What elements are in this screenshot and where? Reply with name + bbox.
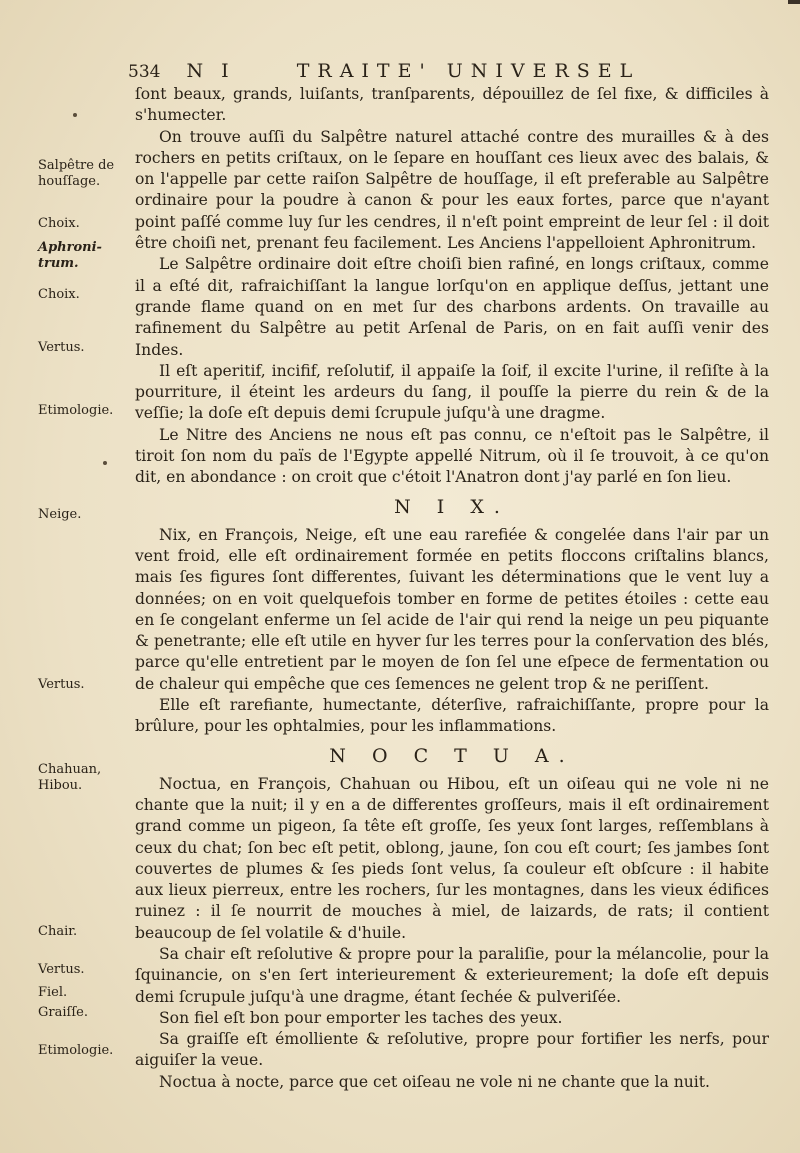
running-header — [128, 60, 668, 82]
margin-note: Chair. — [38, 924, 78, 939]
margin-note: Vertus. — [38, 677, 85, 692]
printer-mark — [73, 113, 77, 117]
paragraph: Nix, en François, Neige, eſt une eau rarefiée & congelée dans l'air par un vent froid, elle eſt ordinairement formée en petits floccons criſtalins blancs, mais ſes figures ſont differentes, ſuivant les déterminations que le vent luy a données; on en voit quelquefois tomber en forme de petites étoiles : cette eau en ſe congelant enferme un ſel acide de l'air qui rend la neige un peu piquante & penetrante; elle eſt utile en hyver ſur les terres pour la conſervation des blés, parce qu'elle entretient par le moyen de ſon ſel une eſpece de fermentation ou de chaleur qui empêche que ces ſemences ne gelent trop & ne periſſent. — [135, 525, 769, 693]
margin-note: Salpêtre de houſſage. — [38, 158, 115, 189]
margin-note: Etimologie. — [38, 403, 114, 418]
header-title: TRAITE' UNIVERSEL — [296, 60, 641, 82]
printer-mark — [103, 461, 107, 465]
paragraph: Noctua, en François, Chahuan ou Hibou, eſt un oiſeau qui ne vole ni ne chante que la nuit; il y en a de differentes groſſeurs, mais il eſt ordinairement grand comme un pigeon, ſa tête eſt groſſe, ſes yeux ſont larges, reſſemblans à ceux du chat; ſon bec eſt petit, oblong, jaune, ſon cou eſt court; ſes jambes ſont couvertes de plumes & ſes pieds ſont velus, ſa couleur eſt obſcure : il habite aux lieux pierreux, entre les rochers, ſur les montagnes, dans les vieux édifices ruinez : il ſe nourrit de mouches à miel, de laizards, de rats; il contient beaucoup de ſel volatile & d'huile. — [135, 774, 769, 942]
margin-note: Fiel. — [38, 985, 68, 1000]
margin-note: Neige. — [38, 507, 82, 522]
margin-note: Vertus. — [38, 340, 85, 355]
margin-note-text: Aphroni-trum. — [38, 240, 102, 271]
margin-note-italic — [38, 240, 130, 272]
margin-note: Etimologie. — [38, 1043, 114, 1058]
margin-note: Choix. — [38, 216, 80, 231]
paragraph: Elle eſt rarefiante, humectante, déterſive, rafraichiſſante, propre pour la brûlure, pour les ophtalmies, pour les inflammations. — [135, 696, 769, 736]
main-text — [135, 84, 769, 1093]
margin-note: Chahuan, Hibou. — [38, 762, 102, 793]
paragraph: Le Salpêtre ordinaire doit eſtre choiſi bien rafiné, en longs criſtaux, comme il a eſté dit, rafraichiſſant la langue lorſqu'on en applique deſſus, jettant une grande flame quand on en met ſur des charbons ardents. On travaille au rafinement du Salpêtre au petit Arſenal de Paris, on en fait auſſi venir des Indes. — [135, 255, 769, 359]
corner-mark — [788, 0, 800, 4]
paragraph: Le Nitre des Anciens ne nous eſt pas connu, ce n'eſtoit pas le Salpêtre, il tiroit ſon nom du païs de l'Egypte appellé Nitrum, où il ſe trouvoit, à ce qu'on dit, en abondance : on croit que c'étoit l'Anatron dont j'ay parlé en ſon lieu. — [135, 425, 769, 487]
section-heading-nix: N I X. — [394, 495, 510, 518]
paragraph: Sa graiſſe eſt émolliente & reſolutive, propre pour fortifier les nerfs, pour aiguiſer la veue. — [135, 1030, 769, 1070]
paragraph: Sa chair eſt reſolutive & propre pour la paraliſie, pour la mélancolie, pour la ſquinancie, on s'en ſert interieurement & exterieurement; la doſe eſt depuis demi ſcrupule juſqu'à une dragme, étant ſechée & pulveriſée. — [135, 944, 769, 1006]
page-number: 534 — [128, 62, 161, 82]
paragraph: Son fiel eſt bon pour emporter les taches des yeux. — [159, 1008, 563, 1027]
paragraph: Noctua à nocte, parce que cet oiſeau ne vole ni ne chante que la nuit. — [159, 1072, 711, 1091]
margin-note: Graiſſe. — [38, 1005, 88, 1020]
margin-note: Choix. — [38, 287, 80, 302]
paragraph: Il eſt aperitif, incifif, reſolutif, il appaiſe la ſoif, il excite l'urine, il reſiſte à la pourriture, il éteint les ardeurs du ſang, il pouſſe la pierre du rein & de la veſſie; la doſe eſt depuis demi ſcrupule juſqu'à une dragme. — [135, 361, 769, 423]
section-heading-noctua: N O C T U A. — [329, 744, 575, 767]
margin-note: Vertus. — [38, 962, 85, 977]
paragraph: ſont beaux, grands, luiſants, tranſparents, dépouillez de ſel fixe, & difficiles à s'humecter. — [135, 85, 769, 125]
paragraph: On trouve auſſi du Salpêtre naturel attaché contre des murailles & à des rochers en petits criſtaux, on le ſepare en houſſant ces lieux avec des balais, & on l'appelle par cette raiſon Salpêtre de houſſage, il eſt preferable au Salpêtre ordinaire pour la poudre à canon & pour les eaux fortes, parce que n'ayant point paſſé comme luy ſur les cendres, il n'eſt point empreint de leur ſel : il doit être choiſi net, prenant feu facilement. Les Anciens l'appelloient Aphronitrum. — [135, 127, 769, 253]
header-left: N I — [186, 60, 235, 82]
